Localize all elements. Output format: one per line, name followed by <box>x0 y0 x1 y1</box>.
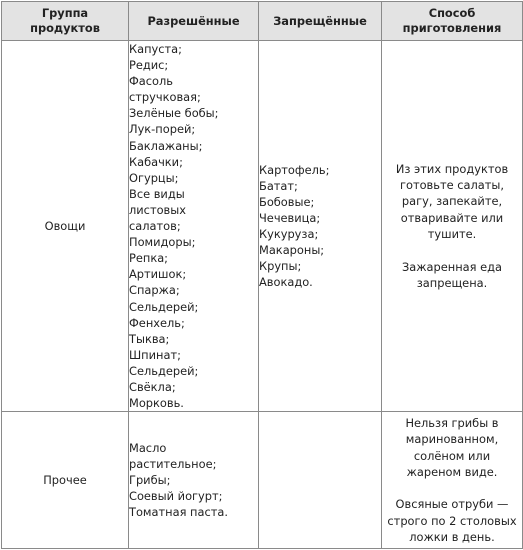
allowed-cell <box>129 41 259 412</box>
list-item: Все виды <box>129 186 185 201</box>
list-item: растительное; <box>129 457 217 472</box>
header-line: приготовления <box>402 21 502 35</box>
list-item: Тыква; <box>129 331 170 346</box>
list-item: Огурцы; <box>129 170 179 185</box>
header-method <box>382 2 523 41</box>
header-allowed <box>129 2 259 41</box>
method-line: рагу, запекайте, <box>401 194 503 209</box>
food-table <box>1 1 523 549</box>
list-item: Репка; <box>129 251 169 266</box>
header-group <box>2 2 129 41</box>
group-cell: Овощи <box>2 41 129 412</box>
list-item: Спаржа; <box>129 283 180 298</box>
list-item: Кукуруза; <box>259 227 319 242</box>
forbidden-cell <box>259 41 382 412</box>
method-line: Зажаренная еда <box>402 259 502 274</box>
list-item: Капуста; <box>129 42 182 56</box>
list-item: Помидоры; <box>129 235 196 250</box>
list-item: Морковь. <box>129 396 184 411</box>
list-item: Кабачки; <box>129 154 183 169</box>
method-line: готовьте салаты, <box>399 178 504 193</box>
table-row <box>2 41 523 412</box>
header-line: Способ <box>428 6 476 20</box>
header-forbidden <box>259 2 382 41</box>
header-line: Группа <box>41 6 89 20</box>
header-row <box>2 2 523 41</box>
list-item: Баклажаны; <box>129 138 203 153</box>
list-item: салатов; <box>129 219 181 234</box>
list-item: Томатная паста. <box>129 505 228 520</box>
list-item: Батат; <box>259 178 298 193</box>
header-line: Запрещённые <box>273 13 367 28</box>
list-item: Фенхель; <box>129 315 185 330</box>
method-line: тушите. <box>427 227 477 242</box>
list-item: Бобовые; <box>259 194 315 209</box>
method-cell <box>382 41 523 412</box>
method-line: Овсяные отруби — <box>395 497 509 512</box>
list-item: Зелёные бобы; <box>129 106 219 121</box>
header-line: Разрешённые <box>147 13 240 28</box>
list-item: Крупы; <box>259 259 302 274</box>
list-item: Сельдерей; <box>129 299 199 314</box>
method-line: Из этих продуктов <box>395 161 509 176</box>
list-item: Грибы; <box>129 473 171 488</box>
list-item: Картофель; <box>259 162 330 177</box>
method-line: ложки в день. <box>409 530 495 545</box>
method-line: солёном или <box>413 448 491 463</box>
table-row <box>2 412 523 549</box>
method-cell <box>382 412 523 549</box>
list-item: Редис; <box>129 58 169 73</box>
allowed-cell <box>129 412 259 549</box>
method-line: запрещена. <box>416 276 488 291</box>
list-item: Лук-порей; <box>129 122 196 137</box>
list-item: Авокадо. <box>259 275 313 290</box>
list-item: Шпинат; <box>129 347 181 362</box>
method-line: строго по 2 столовых <box>387 513 517 528</box>
method-line: жареном виде. <box>406 464 498 479</box>
list-item: Свёкла; <box>129 379 176 394</box>
list-item: Чечевица; <box>259 210 321 225</box>
header-line: продуктов <box>30 21 100 35</box>
list-item: стручковая; <box>129 90 201 105</box>
list-item: Соевый йогурт; <box>129 489 223 504</box>
group-cell: Прочее <box>2 412 129 549</box>
list-item: листовых <box>129 202 186 217</box>
paragraph-gap <box>382 243 522 259</box>
paragraph-gap <box>382 480 522 496</box>
forbidden-cell <box>259 412 382 549</box>
method-line: отваривайте или <box>400 210 504 225</box>
list-item: Масло <box>129 440 167 455</box>
list-item: Макароны; <box>259 243 325 258</box>
list-item: Сельдерей; <box>129 363 199 378</box>
list-item: Артишок; <box>129 267 187 282</box>
method-line: Нельзя грибы в <box>405 415 499 430</box>
list-item: Фасоль <box>129 74 174 89</box>
method-line: маринованном, <box>405 432 499 447</box>
